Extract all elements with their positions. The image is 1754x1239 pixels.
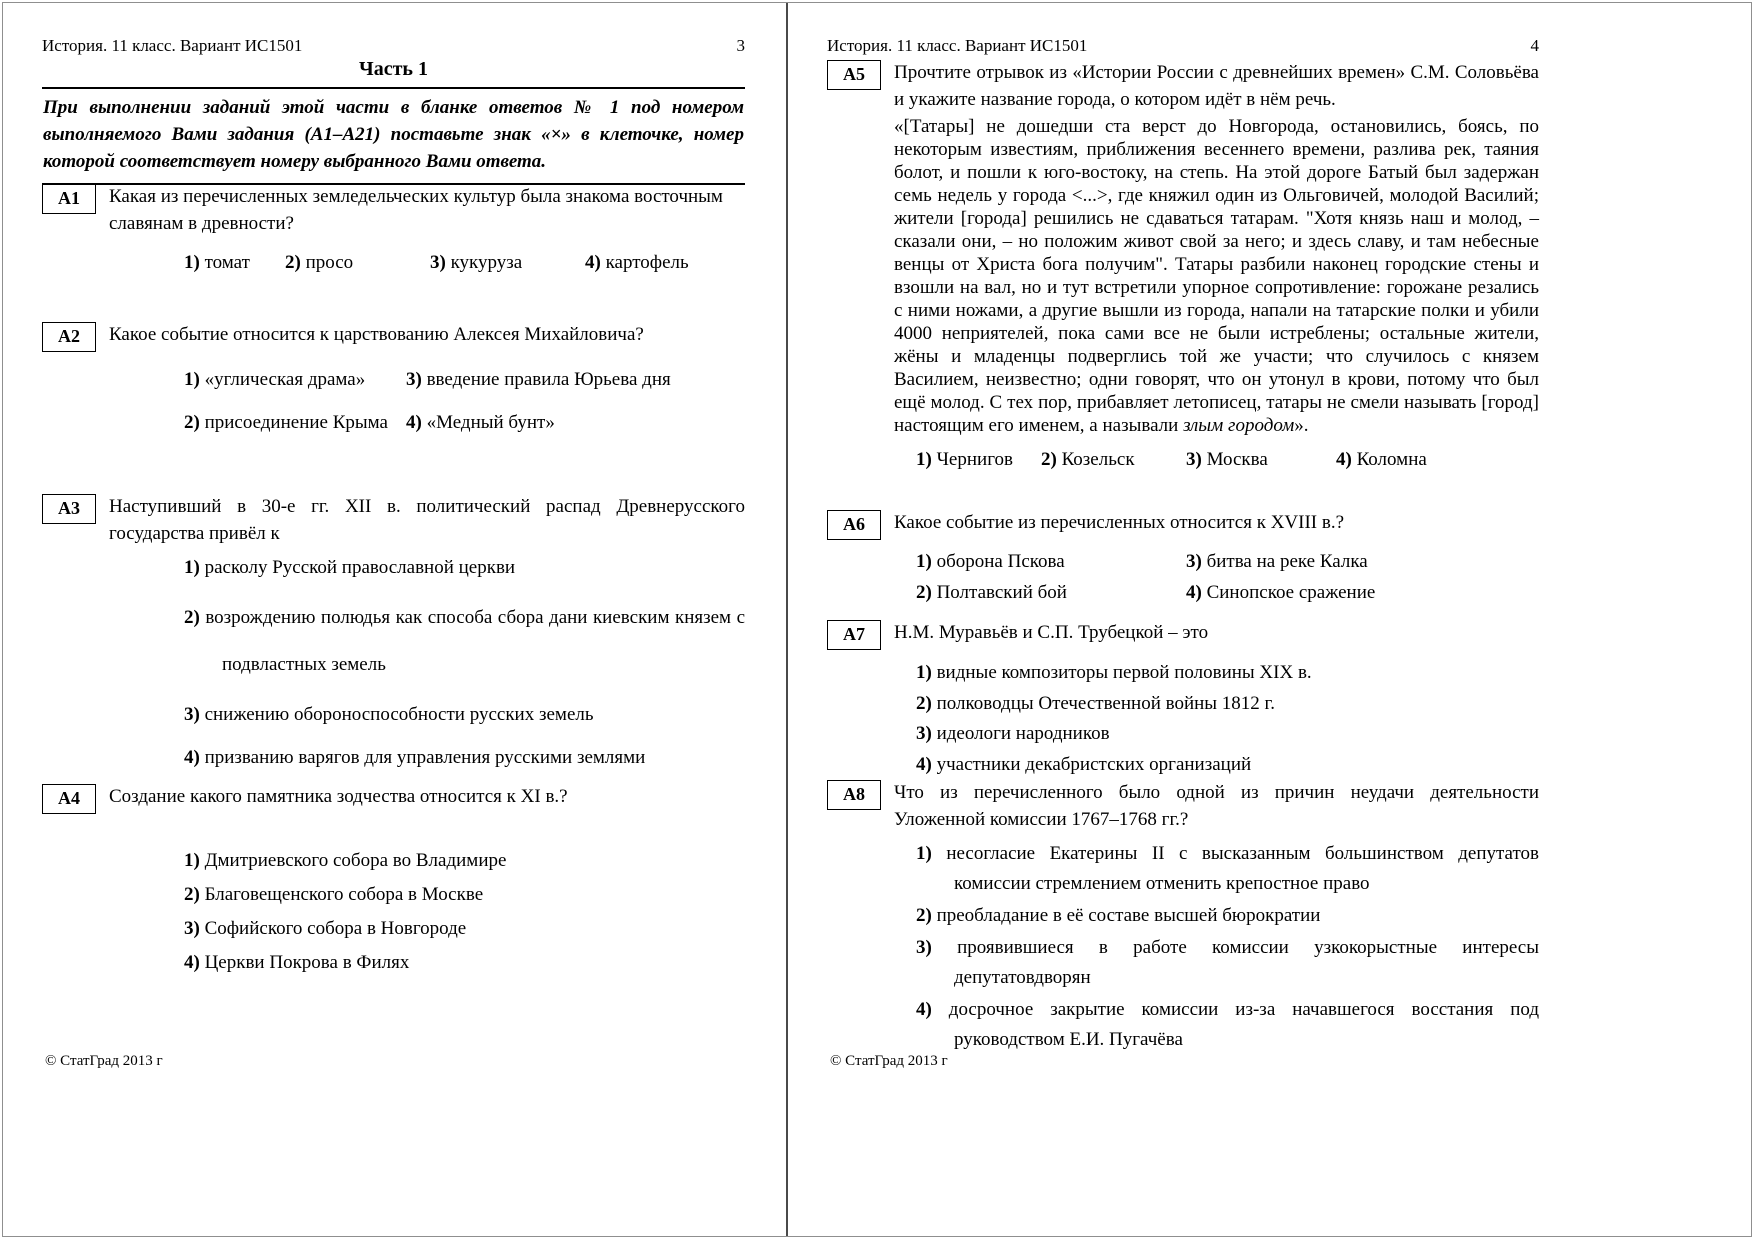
answer-option [1186, 579, 1539, 606]
question-a7 [827, 619, 1539, 780]
document-sheet [2, 2, 1752, 1237]
option-text: участники декабристских организаций [936, 753, 1252, 775]
option-number: 1) [916, 551, 932, 572]
passage-italic-text: злым городом [1183, 415, 1295, 436]
passage-text: «[Татары] не дошедши ста верст до Новгорода, остановились, боясь, по некоторым известиям, приближения весеннего времени, разлива рек, таяния болот, и пошли к юго-востоку, на степь. На этой дороге Батый был задержан семь недель у города <...>, где княжил один из Ольговичей, молодой Василий; жители [города] решились не сдаваться татарам. "Хотя князь наш и молод, – сказали они, – но положим живот свой за него; и здесь славу, и там небесные венцы от Христа бога получим". Татары разбили наконец городские стены и взошли на вал, но и тут встретили упорное сопротивление: горожане резались с ними ножами, а другие вышли из города, напали на татарские полки и убили 4000 неприятелей, пока сами все не были истреблены; остальные жители, жёны и младенцы подверглись той же участи; что случилось с князем Василием, неизвестно; одни говорят, что он утонул в крови, потому что был ещё молод. С тех пор, прибавляет летописец, татары не смели называть [город] настоящим его именем, а называли [894, 116, 1539, 436]
answer-option [916, 658, 1539, 689]
header-title: История. 11 класс. Вариант ИС1501 [827, 36, 1088, 55]
question-text: Какое событие относится к царствованию Алексея Михайловича? [109, 324, 644, 345]
answer-option [184, 946, 745, 980]
option-text: «Медный бунт» [426, 412, 555, 433]
answer-option [585, 249, 745, 276]
option-text: введение правила Юрьева дня [426, 369, 671, 390]
question-a8 [827, 779, 1539, 1057]
answer-option [916, 548, 1186, 575]
page-number: 3 [736, 36, 745, 55]
option-text: просо [305, 252, 354, 273]
answer-option [184, 594, 745, 688]
question-text: Н.М. Муравьёв и С.П. Трубецкой – это [894, 622, 1209, 643]
option-text: Коломна [1356, 449, 1427, 470]
answer-option [184, 249, 285, 276]
option-text: Москва [1206, 449, 1268, 470]
answer-option [406, 366, 745, 393]
option-number: 4) [184, 952, 200, 973]
option-number: 2) [285, 252, 301, 273]
option-number: 2) [184, 607, 200, 628]
option-text: видные композиторы первой половины XIX в. [936, 662, 1312, 683]
option-number: 2) [916, 582, 932, 603]
option-number: 3) [1186, 449, 1202, 470]
question-text: Какая из перечисленных земледельческих культур была знакома восточным славянам в древности? [109, 186, 723, 234]
question-a3 [42, 493, 745, 784]
answer-options [916, 658, 1539, 780]
option-text: Синопское сражение [1206, 582, 1376, 603]
answer-option [1186, 548, 1539, 575]
question-text: Наступивший в 30-е гг. XII в. политический распад Древнерусского государства привёл к [109, 496, 745, 544]
option-number: 4) [184, 747, 200, 768]
question-text: Какое событие из перечисленных относится к XVIII в.? [894, 512, 1345, 533]
answer-options [184, 844, 745, 980]
answer-options [916, 548, 1539, 606]
copyright-footer: © СтатГрад 2013 г [830, 1053, 948, 1069]
option-text: возрождению полюдья как способа сбора дани киевским князем с подвластных земель [205, 607, 746, 675]
option-text: расколу Русской православной церкви [204, 557, 516, 578]
answer-option [916, 901, 1539, 931]
answer-options [184, 366, 745, 436]
option-number: 3) [430, 252, 446, 273]
question-head [827, 509, 1539, 540]
option-number: 2) [916, 905, 932, 926]
answer-option [916, 689, 1539, 720]
page-4 [786, 3, 1751, 1236]
page-number: 4 [1530, 36, 1539, 55]
option-text: Софийского собора в Новгороде [204, 918, 467, 939]
option-text: снижению обороноспособности русских земель [204, 704, 594, 725]
option-number: 3) [184, 704, 200, 725]
question-head [827, 59, 1539, 113]
option-text: Церкви Покрова в Филях [204, 952, 410, 973]
question-a1 [42, 183, 745, 276]
option-number: 2) [916, 692, 932, 714]
answer-option [184, 698, 745, 731]
answer-option [184, 878, 745, 912]
question-label: А5 [827, 60, 881, 90]
option-text: идеологи народников [936, 723, 1110, 744]
answer-options [184, 551, 745, 774]
answer-option [184, 551, 745, 584]
question-a2 [42, 321, 745, 436]
option-text: «углическая драма» [204, 369, 366, 390]
answer-option [285, 249, 430, 276]
instructions-box: При выполнении заданий этой части в бланке ответов № 1 под номером выполняемого Вами задания (А1–А21) поставьте знак «×» в клеточке, номер которой соответствует номеру выбранного Вами ответа. [42, 87, 745, 185]
part-title: Часть 1 [359, 58, 428, 80]
source-passage [894, 115, 1539, 437]
option-text: оборона Пскова [936, 551, 1065, 572]
option-text: битва на реке Калка [1206, 551, 1368, 572]
page-header [42, 36, 745, 56]
answer-option [916, 839, 1539, 899]
answer-option [916, 579, 1186, 606]
question-text: Что из перечисленного было одной из причин неудачи деятельности Уложенной комиссии 1767–1768 гг.? [894, 782, 1539, 830]
question-text: Создание какого памятника зодчества относится к XI в.? [109, 786, 568, 807]
answer-option [184, 741, 745, 774]
option-number: 1) [916, 662, 932, 683]
question-a4 [42, 783, 745, 980]
answer-option [1186, 446, 1336, 473]
question-label: А6 [827, 510, 881, 540]
option-number: 4) [916, 999, 932, 1020]
question-head [42, 493, 745, 547]
option-number: 3) [406, 369, 422, 390]
option-number: 4) [916, 753, 932, 775]
option-text: досрочное закрытие комиссии из-за начавшегося восстания под руководством Е.И. Пугачёва [948, 999, 1539, 1050]
option-number: 2) [184, 884, 200, 905]
option-text: картофель [605, 252, 689, 273]
option-number: 3) [916, 937, 932, 958]
question-head [42, 183, 745, 237]
answer-options [916, 839, 1539, 1055]
answer-option [916, 750, 1539, 781]
option-number: 1) [184, 369, 200, 390]
option-number: 2) [184, 412, 200, 433]
answer-option [184, 366, 406, 393]
option-text: кукуруза [450, 252, 523, 273]
question-text: Прочтите отрывок из «Истории России с древнейших времен» С.М. Соловьёва и укажите название города, о котором идёт в нём речь. [894, 62, 1539, 110]
question-label: А4 [42, 784, 96, 814]
option-text: Козельск [1061, 449, 1135, 470]
answer-option [406, 409, 745, 436]
option-number: 2) [1041, 449, 1057, 470]
option-text: присоединение Крыма [204, 412, 388, 433]
option-number: 1) [916, 843, 932, 864]
option-number: 4) [1336, 449, 1352, 470]
answer-option [1336, 446, 1539, 473]
question-a5 [827, 59, 1539, 473]
option-text: томат [204, 252, 250, 273]
option-text: преобладание в её составе высшей бюрократии [936, 905, 1321, 926]
question-label: А2 [42, 322, 96, 352]
option-number: 1) [184, 252, 200, 273]
answer-options [184, 249, 745, 276]
option-text: призванию варягов для управления русскими землями [204, 747, 646, 768]
question-label: А7 [827, 620, 881, 650]
answer-option [916, 719, 1539, 750]
passage-closing: ». [1294, 415, 1309, 436]
answer-options [916, 446, 1539, 473]
option-text: проявившиеся в работе комиссии узкокорыстные интересы депутатовдворян [954, 937, 1539, 988]
question-head [42, 783, 745, 814]
option-number: 1) [184, 557, 200, 578]
page-3 [3, 3, 786, 1236]
option-number: 4) [585, 252, 601, 273]
answer-option [430, 249, 585, 276]
option-text: Чернигов [936, 449, 1013, 470]
option-number: 4) [1186, 582, 1202, 603]
question-head [827, 619, 1539, 650]
copyright-footer: © СтатГрад 2013 г [45, 1053, 163, 1069]
answer-option [1041, 446, 1186, 473]
answer-option [916, 995, 1539, 1055]
page-header [827, 36, 1539, 56]
question-head [827, 779, 1539, 833]
option-number: 4) [406, 412, 422, 433]
question-label: А1 [42, 184, 96, 214]
answer-option [916, 446, 1041, 473]
answer-option [184, 844, 745, 878]
option-text: несогласие Екатерины II с высказанным большинством депутатов комиссии стремлением отменить крепостное право [946, 843, 1539, 894]
option-text: полководцы Отечественной войны 1812 г. [936, 692, 1275, 714]
header-title: История. 11 класс. Вариант ИС1501 [42, 36, 303, 55]
option-text: Дмитриевского собора во Владимире [204, 850, 507, 871]
option-number: 1) [184, 850, 200, 871]
option-number: 1) [916, 449, 932, 470]
question-head [42, 321, 745, 352]
option-text: Благовещенского собора в Москве [204, 884, 484, 905]
question-label: А3 [42, 494, 96, 524]
answer-option [184, 912, 745, 946]
answer-option [916, 933, 1539, 993]
option-number: 3) [1186, 551, 1202, 572]
option-number: 3) [916, 723, 932, 744]
option-number: 3) [184, 918, 200, 939]
question-label: А8 [827, 780, 881, 810]
answer-option [184, 409, 406, 436]
question-a6 [827, 509, 1539, 606]
option-text: Полтавский бой [936, 582, 1067, 603]
